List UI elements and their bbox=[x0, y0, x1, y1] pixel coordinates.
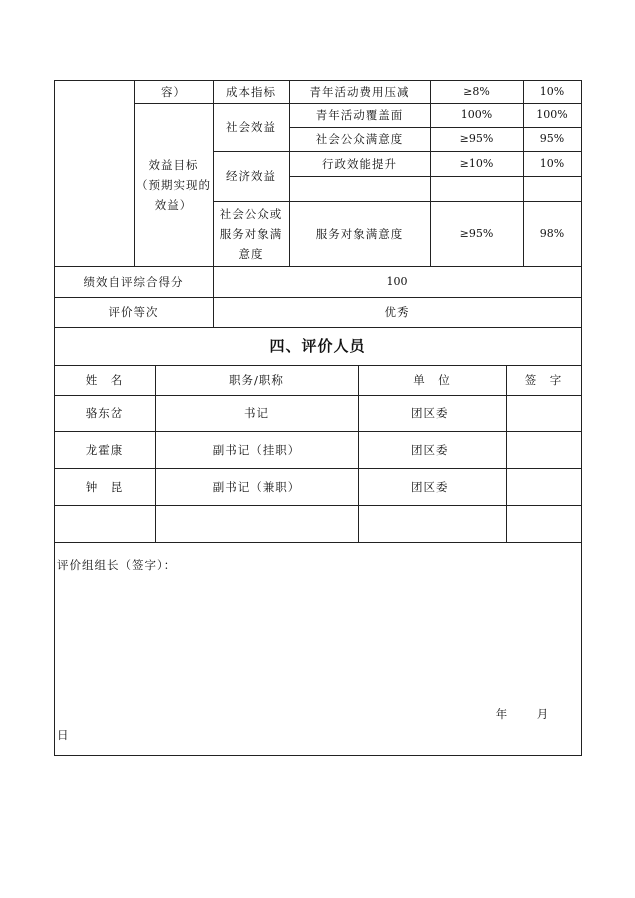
table-row-name bbox=[54, 505, 155, 542]
cost-item: 青年活动费用压减 bbox=[309, 84, 410, 99]
table-row-sign bbox=[506, 395, 581, 431]
cost-actual: 10% bbox=[539, 84, 565, 98]
table-row-unit: 团区委 bbox=[411, 406, 449, 420]
day-label: 日 bbox=[57, 728, 70, 742]
table-row-unit: 团区委 bbox=[411, 479, 449, 494]
border bbox=[581, 80, 582, 756]
score-label: 绩效自评综合得分 bbox=[83, 274, 184, 289]
social-item2-target: ≥95% bbox=[459, 132, 494, 145]
table-row-sign bbox=[506, 431, 581, 468]
header-sign: 签 字 bbox=[524, 373, 563, 387]
benefit-goal-line2: （预期实现的 bbox=[136, 177, 211, 192]
table-row-title: 副书记（兼职） bbox=[212, 479, 301, 494]
satisfaction-item: 服务对象满意度 bbox=[315, 226, 404, 241]
table-row-name: 钟 昆 bbox=[85, 479, 124, 494]
social-item2-actual: 95% bbox=[539, 132, 565, 145]
cost-indicator-label: 成本指标 bbox=[226, 84, 276, 99]
border bbox=[54, 755, 582, 756]
table-row-title: 书记 bbox=[244, 406, 269, 420]
table-row-sign bbox=[506, 468, 581, 505]
economic-item1-actual: 10% bbox=[539, 156, 565, 170]
section-title: 四、评价人员 bbox=[269, 337, 366, 355]
content-cell-tail: 容） bbox=[161, 84, 186, 99]
score-value: 100 bbox=[386, 274, 408, 288]
social-item1-target: 100% bbox=[460, 108, 493, 121]
year-label: 年 bbox=[495, 707, 509, 721]
header-name: 姓 名 bbox=[85, 373, 124, 387]
economic-benefit-label: 经济效益 bbox=[226, 169, 276, 183]
table-row-title bbox=[155, 505, 358, 542]
leader-signature-label: 评价组组长（签字）： bbox=[57, 558, 177, 572]
border bbox=[54, 542, 581, 543]
table-row-name: 龙霍康 bbox=[85, 442, 124, 457]
social-item1: 青年活动覆盖面 bbox=[315, 108, 404, 122]
table-row-sign bbox=[506, 505, 581, 542]
satisfaction-target: ≥95% bbox=[459, 226, 494, 240]
grade-label: 评价等次 bbox=[108, 305, 159, 319]
economic-item1: 行政效能提升 bbox=[322, 156, 397, 171]
satisfaction-line2: 服务对象满 bbox=[219, 226, 283, 241]
satisfaction-line1: 社会公众或 bbox=[219, 206, 283, 221]
satisfaction-label bbox=[213, 201, 289, 266]
social-benefit-label: 社会效益 bbox=[226, 120, 276, 134]
satisfaction-actual: 98% bbox=[539, 226, 565, 240]
table-row-title: 副书记（挂职） bbox=[212, 442, 301, 457]
month-label: 月 bbox=[536, 707, 550, 721]
satisfaction-line3: 意度 bbox=[238, 246, 264, 261]
table-row-unit: 团区委 bbox=[411, 442, 449, 457]
benefit-goal-line3: 效益） bbox=[154, 197, 193, 212]
table-row-name: 骆东岔 bbox=[85, 406, 124, 420]
social-item2: 社会公众满意度 bbox=[315, 132, 404, 146]
header-unit: 单 位 bbox=[413, 373, 451, 387]
border bbox=[289, 176, 581, 177]
table-row-unit bbox=[358, 505, 506, 542]
cost-target: ≥8% bbox=[463, 84, 490, 98]
benefit-goal-line1: 效益目标 bbox=[148, 157, 199, 172]
grade-value: 优秀 bbox=[384, 305, 410, 319]
header-title: 职务/职称 bbox=[229, 373, 284, 387]
social-item1-actual: 100% bbox=[536, 108, 568, 121]
economic-item1-target: ≥10% bbox=[459, 156, 494, 170]
benefit-goal-label bbox=[134, 103, 213, 266]
